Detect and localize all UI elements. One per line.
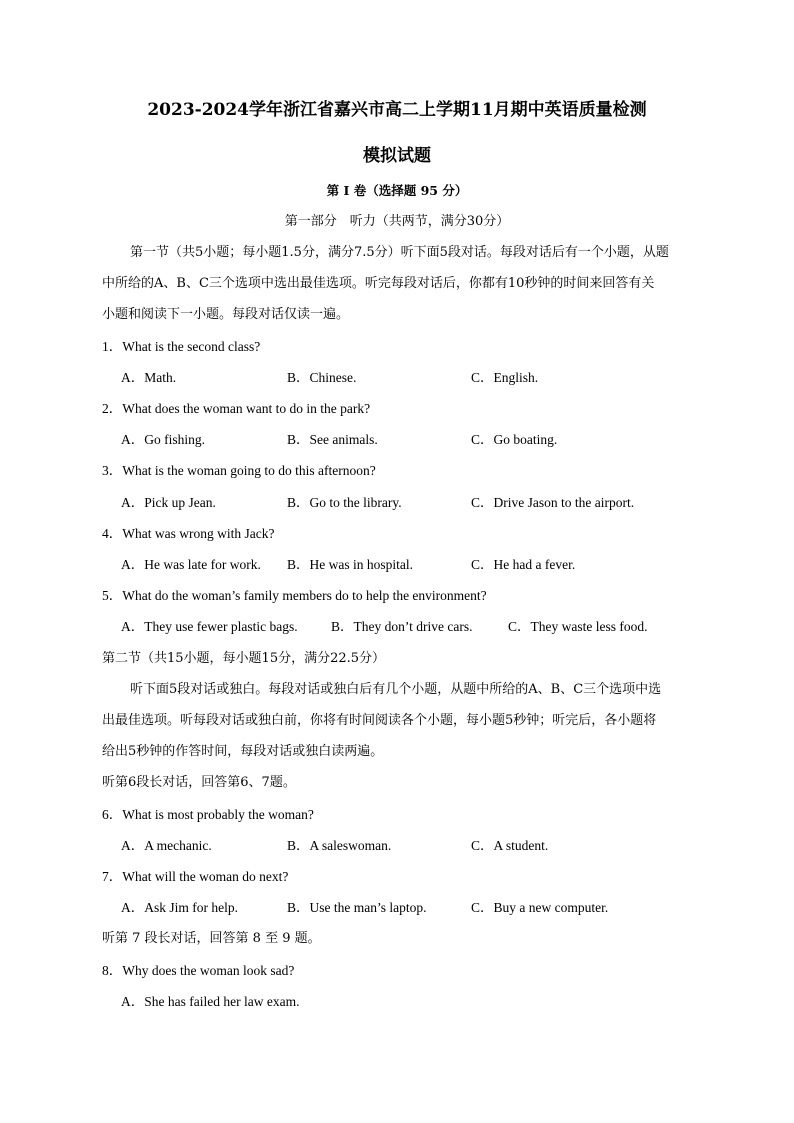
q3-option-c: C．Drive Jason to the airport. <box>471 495 635 510</box>
question-5: 5．What do the woman’s family members do to help the environment? <box>102 588 487 603</box>
exam-title-line2: 模拟试题 <box>363 146 431 166</box>
q2-option-b: B．See animals. <box>287 432 378 447</box>
q6-option-b: B．A saleswoman. <box>287 838 392 853</box>
q8-option-a: A．She has failed her law exam. <box>121 994 300 1009</box>
q4-option-a: A．He was late for work. <box>121 557 261 572</box>
question-3: 3．What is the woman going to do this afternoon? <box>102 463 376 478</box>
question-1: 1．What is the second class? <box>102 339 261 354</box>
q7-option-a: A．Ask Jim for help. <box>121 900 238 915</box>
q5-option-c: C．They waste less food. <box>508 619 648 634</box>
section2-heading: 第二节（共15小题，每小题15分，满分22.5分） <box>102 651 386 666</box>
exam-title-line1: 2023-2024学年浙江省嘉兴市高二上学期11月期中英语质量检测 <box>147 100 647 120</box>
q2-option-a: A．Go fishing. <box>121 432 205 447</box>
q7-option-c: C．Buy a new computer. <box>471 900 609 915</box>
section1-intro-line2: 中所给的A、B、C三个选项中选出最佳选项。听完每段对话后，你都有10秒钟的时间来回答有关 <box>102 276 655 291</box>
part-heading: 第一部分 听力（共两节，满分30分） <box>284 214 510 229</box>
question-8: 8．Why does the woman look sad? <box>102 963 295 978</box>
q4-option-b: B．He was in hospital. <box>287 557 413 572</box>
q3-option-a: A．Pick up Jean. <box>121 495 216 510</box>
q4-option-c: C．He had a fever. <box>471 557 576 572</box>
question-7: 7．What will the woman do next? <box>102 869 289 884</box>
q7-option-b: B．Use the man’s laptop. <box>287 900 427 915</box>
section2-intro-line1: 听下面5段对话或独白。每段对话或独白后有几个小题，从题中所给的A、B、C三个选项中选 <box>130 682 662 697</box>
q5-option-a: A．They use fewer plastic bags. <box>121 619 298 634</box>
section1-intro-line1: 第一节（共5小题；每小题1.5分，满分7.5分）听下面5段对话。每段对话后有一个小题，从题 <box>130 245 669 260</box>
q5-option-b: B．They don’t drive cars. <box>331 619 473 634</box>
section2-intro-line2: 出最佳选项。听每段对话或独白前，你将有时间阅读各个小题，每小题5秒钟；听完后，各小题将 <box>102 713 657 728</box>
q1-option-b: B．Chinese. <box>287 370 357 385</box>
q2-option-c: C．Go boating. <box>471 432 558 447</box>
question-2: 2．What does the woman want to do in the park? <box>102 401 371 416</box>
question-6: 6．What is most probably the woman? <box>102 807 314 822</box>
volume-heading: 第 I 卷（选择题 95 分） <box>326 183 468 198</box>
dialog7-note: 听第 7 段长对话，回答第 8 至 9 题。 <box>102 931 321 946</box>
q1-option-a: A．Math. <box>121 370 177 385</box>
question-4: 4．What was wrong with Jack? <box>102 526 275 541</box>
q3-option-b: B．Go to the library. <box>287 495 402 510</box>
section1-intro-line3: 小题和阅读下一小题。每段对话仅读一遍。 <box>102 307 350 322</box>
q6-option-c: C．A student. <box>471 838 549 853</box>
q6-option-a: A．A mechanic. <box>121 838 212 853</box>
section2-intro-line3: 给出5秒钟的作答时间，每段对话或独白读两遍。 <box>102 744 384 759</box>
q1-option-c: C．English. <box>471 370 539 385</box>
dialog6-note: 听第6段长对话，回答第6、7题。 <box>102 775 296 790</box>
